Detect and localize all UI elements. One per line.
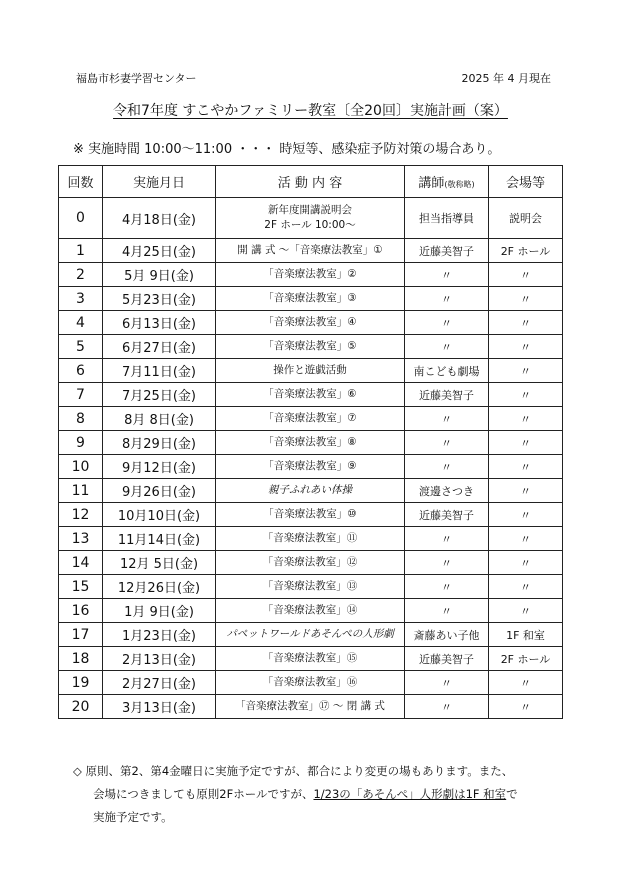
session-activity: 「音楽療法教室」④ (216, 311, 405, 335)
session-activity: 「音楽療法教室」⑫ (216, 551, 405, 575)
session-number: 20 (59, 695, 103, 719)
session-date: 5月23日(金) (103, 287, 216, 311)
session-date: 1月23日(金) (103, 623, 216, 647)
session-instructor: 〃 (405, 599, 489, 623)
session-instructor: 〃 (405, 311, 489, 335)
time-note: ※ 実施時間 10:00～11:00 ・・・ 時短等、感染症予防対策の場合あり。 (73, 142, 501, 157)
header-activity: 活 動 内 容 (216, 166, 405, 198)
session-instructor: 〃 (405, 551, 489, 575)
session-number: 6 (59, 359, 103, 383)
session-date: 5月 9日(金) (103, 263, 216, 287)
session-venue: 〃 (489, 479, 563, 503)
session-activity: 「音楽療法教室」⑬ (216, 575, 405, 599)
footer-line-1: ◇ 原則、第2、第4金曜日に実施予定ですが、都合により変更の場もあります。また、 (73, 764, 514, 778)
session-instructor: 〃 (405, 671, 489, 695)
footer-line-2-underlined: 1/23の「あそんぺ」人形劇は1F 和室 (313, 787, 507, 801)
session-date: 10月10日(金) (103, 503, 216, 527)
session-venue: 〃 (489, 695, 563, 719)
session-instructor: 〃 (405, 431, 489, 455)
session-instructor: 〃 (405, 287, 489, 311)
session-date: 11月14日(金) (103, 527, 216, 551)
session-instructor: 南こども劇場 (405, 359, 489, 383)
session-instructor: 担当指導員 (405, 198, 489, 239)
session-instructor: 〃 (405, 527, 489, 551)
session-activity: 操作と遊戯活動 (216, 359, 405, 383)
session-number: 13 (59, 527, 103, 551)
session-instructor: 〃 (405, 263, 489, 287)
table-row (59, 239, 563, 263)
session-venue: 〃 (489, 503, 563, 527)
session-number: 17 (59, 623, 103, 647)
session-number: 3 (59, 287, 103, 311)
table-row (59, 198, 563, 239)
session-number: 15 (59, 575, 103, 599)
session-date: 2月27日(金) (103, 671, 216, 695)
table-row (59, 455, 563, 479)
organization-name: 福島市杉妻学習センター (76, 72, 197, 85)
session-instructor: 〃 (405, 455, 489, 479)
session-number: 19 (59, 671, 103, 695)
session-date: 9月12日(金) (103, 455, 216, 479)
session-number: 14 (59, 551, 103, 575)
table-row (59, 671, 563, 695)
session-date: 4月18日(金) (103, 198, 216, 239)
session-activity-line-1: 新年度開講説明会 (268, 204, 352, 216)
schedule-table (58, 165, 563, 719)
session-activity: 「音楽療法教室」⑮ (216, 647, 405, 671)
session-number: 7 (59, 383, 103, 407)
table-row (59, 575, 563, 599)
as-of-date: 2025 年 4 月現在 (461, 72, 551, 85)
session-instructor: 近藤美智子 (405, 383, 489, 407)
session-number: 0 (59, 198, 103, 239)
session-venue: 〃 (489, 575, 563, 599)
footer-line-2-pre: 会場につきましても原則2Fホールですが、 (93, 787, 314, 801)
session-number: 1 (59, 239, 103, 263)
table-row (59, 335, 563, 359)
session-number: 10 (59, 455, 103, 479)
header-no: 回数 (59, 166, 103, 198)
session-date: 9月26日(金) (103, 479, 216, 503)
session-activity: 「音楽療法教室」⑭ (216, 599, 405, 623)
session-venue: 2F ホール (489, 239, 563, 263)
session-number: 5 (59, 335, 103, 359)
session-activity: 「音楽療法教室」⑧ (216, 431, 405, 455)
page-title (0, 100, 621, 120)
session-number: 16 (59, 599, 103, 623)
table-row (59, 359, 563, 383)
session-venue: 〃 (489, 263, 563, 287)
session-venue: 〃 (489, 359, 563, 383)
session-date: 6月13日(金) (103, 311, 216, 335)
session-venue: 〃 (489, 311, 563, 335)
footer-note (73, 760, 563, 829)
session-activity (216, 198, 405, 239)
session-activity: 「音楽療法教室」⑦ (216, 407, 405, 431)
table-row (59, 695, 563, 719)
session-instructor: 〃 (405, 695, 489, 719)
table-row (59, 599, 563, 623)
session-activity: 「音楽療法教室」② (216, 263, 405, 287)
session-date: 3月13日(金) (103, 695, 216, 719)
table-row (59, 551, 563, 575)
session-venue: 説明会 (489, 198, 563, 239)
session-instructor: 近藤美智子 (405, 503, 489, 527)
header-instructor-label: 講師 (418, 176, 445, 191)
session-number: 9 (59, 431, 103, 455)
session-number: 11 (59, 479, 103, 503)
session-venue: 〃 (489, 335, 563, 359)
session-venue: 〃 (489, 407, 563, 431)
session-activity: 「音楽療法教室」⑩ (216, 503, 405, 527)
session-instructor: 渡邊さつき (405, 479, 489, 503)
header-date: 実施月日 (103, 166, 216, 198)
session-activity: 「音楽療法教室」③ (216, 287, 405, 311)
session-date: 6月27日(金) (103, 335, 216, 359)
session-venue: 2F ホール (489, 647, 563, 671)
session-venue: 〃 (489, 527, 563, 551)
session-date: 8月 8日(金) (103, 407, 216, 431)
session-activity: 開 講 式 ～「音楽療法教室」① (216, 239, 405, 263)
session-activity: 「音楽療法教室」⑥ (216, 383, 405, 407)
table-row (59, 431, 563, 455)
table-row (59, 479, 563, 503)
session-date: 12月26日(金) (103, 575, 216, 599)
session-instructor: 〃 (405, 335, 489, 359)
header-venue: 会場等 (489, 166, 563, 198)
session-date: 2月13日(金) (103, 647, 216, 671)
session-activity: 親子ふれあい体操 (216, 479, 405, 503)
table-row (59, 623, 563, 647)
session-instructor: 〃 (405, 575, 489, 599)
session-activity: 「音楽療法教室」⑪ (216, 527, 405, 551)
session-activity: 「音楽療法教室」⑰ ～ 閉 講 式 (216, 695, 405, 719)
session-venue: 〃 (489, 551, 563, 575)
footer-line-3: 実施予定です。 (93, 810, 173, 824)
session-date: 8月29日(金) (103, 431, 216, 455)
table-header-row (59, 166, 563, 198)
table-row (59, 311, 563, 335)
table-row (59, 383, 563, 407)
session-activity: 「音楽療法教室」⑨ (216, 455, 405, 479)
table-row (59, 263, 563, 287)
table-row (59, 503, 563, 527)
footer-line-2-post: で (506, 787, 518, 801)
session-instructor: 近藤美智子 (405, 647, 489, 671)
session-venue: 1F 和室 (489, 623, 563, 647)
session-date: 12月 5日(金) (103, 551, 216, 575)
session-instructor: 〃 (405, 407, 489, 431)
table-row (59, 527, 563, 551)
session-venue: 〃 (489, 599, 563, 623)
session-instructor: 近藤美智子 (405, 239, 489, 263)
session-activity-line-2: 2F ホール 10:00～ (264, 219, 356, 231)
session-date: 7月25日(金) (103, 383, 216, 407)
session-number: 8 (59, 407, 103, 431)
session-venue: 〃 (489, 455, 563, 479)
session-venue: 〃 (489, 383, 563, 407)
session-date: 4月25日(金) (103, 239, 216, 263)
session-activity: 「音楽療法教室」⑯ (216, 671, 405, 695)
session-venue: 〃 (489, 431, 563, 455)
session-number: 12 (59, 503, 103, 527)
header-instructor-note: (敬称略) (444, 180, 475, 189)
session-number: 18 (59, 647, 103, 671)
table-row (59, 287, 563, 311)
footer-line-2 (73, 783, 563, 806)
session-venue: 〃 (489, 287, 563, 311)
session-number: 4 (59, 311, 103, 335)
table-row (59, 647, 563, 671)
table-row (59, 407, 563, 431)
header-instructor (405, 166, 489, 198)
session-date: 1月 9日(金) (103, 599, 216, 623)
page-title-text: 令和7年度 すこやかファミリー教室〔全20回〕実施計画（案） (113, 103, 508, 119)
session-venue: 〃 (489, 671, 563, 695)
session-activity: パペットワールドあそんぺの人形劇 (216, 623, 405, 647)
session-date: 7月11日(金) (103, 359, 216, 383)
session-activity: 「音楽療法教室」⑤ (216, 335, 405, 359)
session-number: 2 (59, 263, 103, 287)
session-instructor: 斎藤あい子他 (405, 623, 489, 647)
